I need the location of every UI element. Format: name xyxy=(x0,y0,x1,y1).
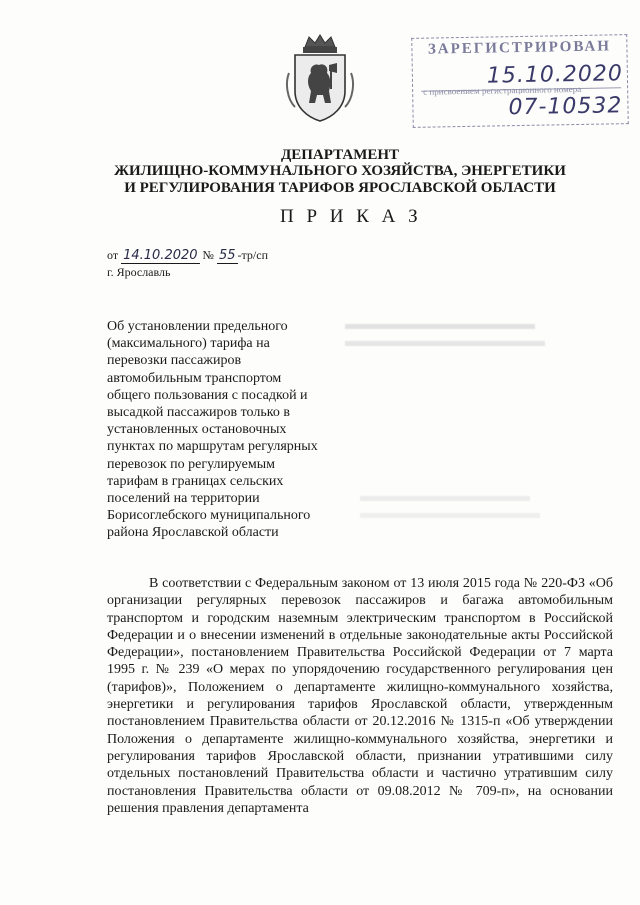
subject-line: пунктах по маршрутам регулярных xyxy=(107,439,318,455)
stamp-caption: с присвоением регистрационного номера xyxy=(423,83,582,97)
order-prefix: от xyxy=(107,248,119,262)
subject-line: района Ярославской области xyxy=(107,525,279,541)
department-line-1: ДЕПАРТАМЕНТ xyxy=(280,147,400,163)
subject-line: Борисоглебского муниципального xyxy=(107,508,311,524)
order-city: г. Ярославль xyxy=(107,265,171,279)
order-title: П Р И К А З xyxy=(280,206,422,227)
subject-line: перевозок по регулируемым xyxy=(107,456,275,472)
order-date: 14.10.2020 xyxy=(123,248,198,263)
subject-line: поселений на территории xyxy=(107,491,260,507)
order-suffix: -тр/сп xyxy=(237,248,268,262)
order-body xyxy=(107,575,613,817)
department-line-3: И РЕГУЛИРОВАНИЯ ТАРИФОВ ЯРОСЛАВСКОЙ ОБЛАСТИ xyxy=(124,180,556,196)
bleed-through-text-2 xyxy=(360,490,560,520)
subject-line: автомобильным транспортом xyxy=(107,370,282,386)
stamp-title: ЗАРЕГИСТРИРОВАН xyxy=(427,38,612,58)
order-subject xyxy=(107,318,342,542)
order-number: 55 xyxy=(218,248,236,263)
body-paragraph: В соответствии с Федеральным законом от 13 июля 2015 года № 220-ФЗ «Об организации регулярных перевозок пассажиров и багажа автомобильным транспортом и городским наземным электрическим транспортом в Российской Федерации и о внесении изменений в отдельные законодательные акты Российской Федерации», постановлением Правительства Российской Федерации от 7 марта 1995 г. № 239 «О мерах по упорядочению государственного регулирования цен (тарифов)», Положением о департаменте жилищно-коммунального хозяйства, энергетики и регулирования тарифов Ярославской области, утвержденным постановлением Правительства области от 20.12.2016 № 1315-п «Об утверждении Положения о департаменте жилищно-коммунального хозяйства, энергетики и регулирования тарифов Ярославской области, признании утратившими силу отдельных постановлений Правительства области и частично утратившим силу постановления Правительства области от 09.08.2012 № 709-п», на основании решения правления департамента xyxy=(107,576,613,816)
department-line-2: ЖИЛИЩНО-КОММУНАЛЬНОГО ХОЗЯЙСТВА, ЭНЕРГЕТИКИ xyxy=(114,163,566,179)
bleed-through-text xyxy=(345,318,555,358)
subject-line: (максимального) тарифа на xyxy=(107,336,270,352)
subject-line: тарифам в границах сельских xyxy=(107,473,284,489)
subject-line: Об установлении предельного xyxy=(107,319,288,334)
stamp-date: 15.10.2020 xyxy=(486,61,624,89)
stamp-number: 07-10532 xyxy=(508,93,623,121)
subject-line: установленных остановочных xyxy=(107,422,287,438)
order-reference xyxy=(107,248,268,263)
subject-line: общего пользования с посадкой и xyxy=(107,387,308,403)
yaroslavl-coat-of-arms-icon xyxy=(285,33,355,125)
subject-line: высадкой пассажиров только в xyxy=(107,405,290,421)
registration-stamp xyxy=(411,34,629,128)
order-number-label: № xyxy=(202,248,214,262)
subject-line: перевозки пассажиров xyxy=(107,353,242,369)
